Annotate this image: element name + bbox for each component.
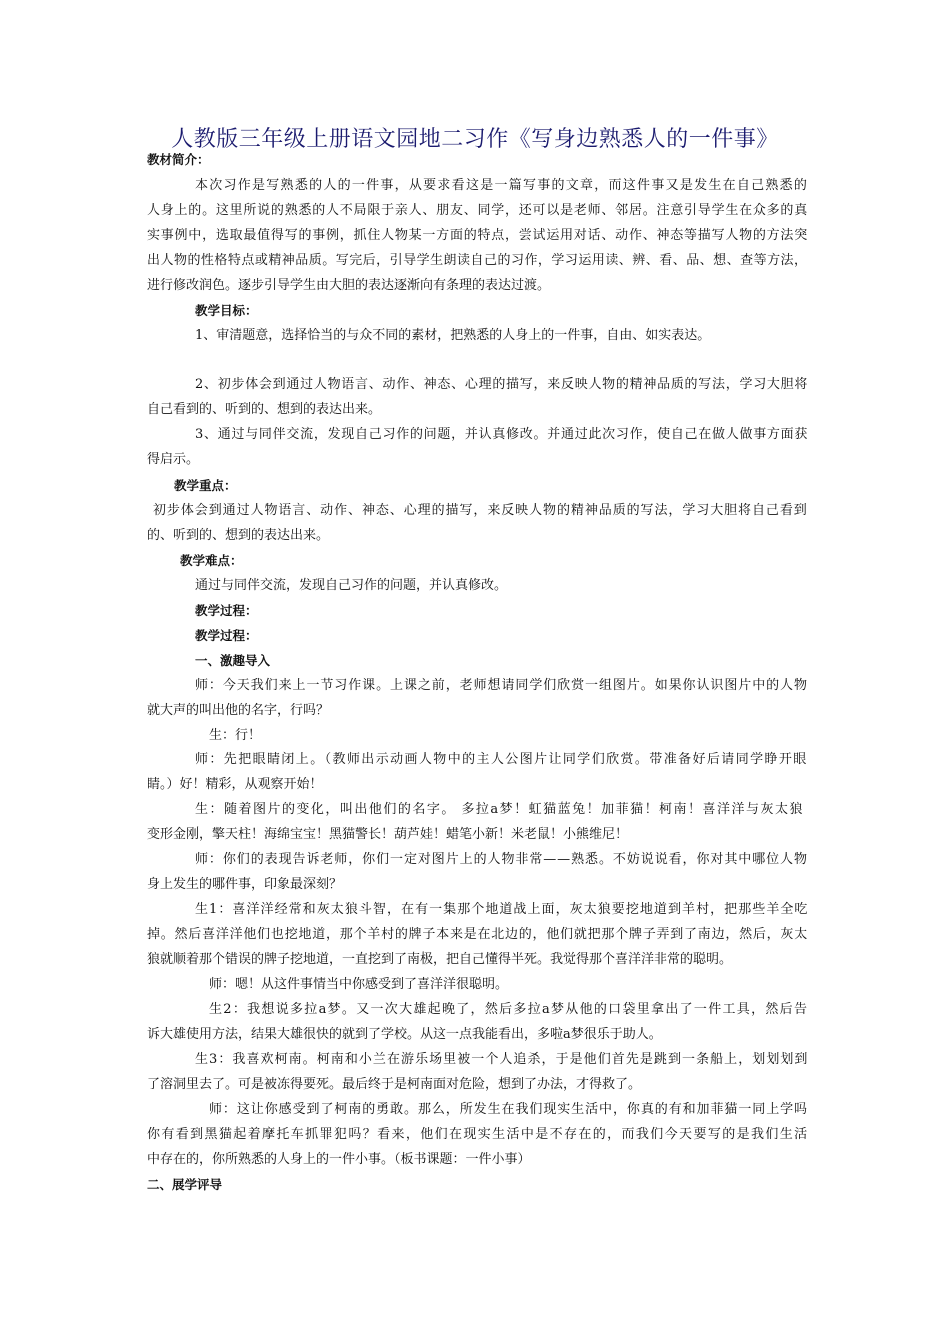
body-text-line: 1、审清题意，选择恰当的与众不同的素材，把熟悉的人身上的一件事，自由、如实表达。 [195, 328, 711, 343]
body-text-line: 狼就顺着那个错误的牌子挖地道，一直挖到了南极，把自己懂得半死。我觉得那个喜洋洋非常的聪明。 [147, 952, 733, 967]
body-text-line: 中存在的，你所熟悉的人身上的一件小事。（板书课题：一件小事） [147, 1152, 531, 1167]
body-text-line: 师：先把眼睛闭上。（教师出示动画人物中的主人公图片让同学们欣赏。带准备好后请同学睁开眼 [195, 752, 808, 767]
body-text-line: 进行修改润色。逐步引导学生由大胆的表达逐渐向有条理的表达过渡。 [147, 278, 551, 293]
section-heading: 教学过程： [195, 628, 258, 643]
body-text-line: 师：这让你感受到了柯南的勇敢。那么，所发生在我们现实生活中，你真的有和加菲猫一同上学吗 [209, 1102, 808, 1117]
body-text-line: 生：随着图片的变化，叫出他们的名字。 多拉a梦！虹猫蓝兔！加菲猫！柯南！喜洋洋与灰太狼 [195, 802, 804, 817]
body-text-line: 就大声的叫出他的名字，行吗？ [147, 703, 330, 718]
body-text-line: 出人物的性格特点或精神品质。写完后，引导学生朗读自己的习作，学习运用读、辨、看、品、想、查等方法， [147, 253, 808, 268]
body-text-line: 得启示。 [147, 452, 200, 467]
body-text-line: 了溶洞里去了。可是被冻得要死。最后终于是柯南面对危险，想到了办法，才得救了。 [147, 1077, 642, 1092]
body-text-line: 自己看到的、听到的、想到的表达出来。 [147, 402, 382, 417]
body-text-line: 本次习作是写熟悉的人的一件事，从要求看这是一篇写事的文章，而这件事又是发生在自己熟悉的 [195, 178, 809, 193]
body-text-line: 生2：我想说多拉a梦。又一次大雄起晚了，然后多拉a梦从他的口袋里拿出了一件工具，然后告 [209, 1002, 809, 1017]
body-text-line: 2、初步体会到通过人物语言、动作、神态、心理的描写，来反映人物的精神品质的写法，学习大胆将 [195, 377, 809, 392]
body-text-line: 初步体会到通过人物语言、动作、神态、心理的描写，来反映人物的精神品质的写法，学习大胆将自己看到 [153, 503, 808, 518]
body-text-line: 睛。）好！精彩，从观察开始！ [147, 777, 323, 792]
body-text-line: 掉。然后喜洋洋他们也挖地道，那个羊村的牌子本来是在北边的，他们就把那个牌子弄到了南边，然后，灰太 [147, 927, 808, 942]
body-text-line: 实事例中，选取最值得写的事例，抓住人物某一方面的特点，尝试运用对话、动作、神态等描写人物的方法突 [147, 228, 808, 243]
body-text-line: 诉大雄使用方法，结果大雄很快的就到了学校。从这一点我能看出，多啦a梦很乐于助人。 [147, 1027, 662, 1042]
body-text-line: 你有看到黑猫起着摩托车抓罪犯吗？看来，他们在现实生活中是不存在的，而我们今天要写的是我们生活 [147, 1127, 809, 1142]
section-heading: 一、激趣导入 [195, 653, 271, 668]
body-text-line: 师：今天我们来上一节习作课。上课之前，老师想请同学们欣赏一组图片。如果你认识图片中的人物 [195, 678, 808, 693]
section-heading: 教材简介： [147, 152, 210, 167]
section-heading: 教学难点： [180, 553, 243, 568]
body-text-line: 的、听到的、想到的表达出来。 [147, 528, 330, 543]
body-text-line: 身上发生的哪件事，印象最深刻？ [147, 877, 343, 892]
body-text-line: 人身上的。这里所说的熟悉的人不局限于亲人、朋友、同学，还可以是老师、邻居。注意引导学生在众多的真 [147, 203, 808, 218]
body-text-line: 师：你们的表现告诉老师，你们一定对图片上的人物非常——熟悉。不妨说说看，你对其中哪位人物 [195, 852, 808, 867]
body-text-line: 生：行！ [209, 728, 262, 743]
section-heading: 教学目标： [195, 303, 258, 318]
body-text-line: 变形金刚，擎天柱！海绵宝宝！黑猫警长！葫芦娃！蜡笔小新！米老鼠！小熊维尼！ [147, 827, 629, 842]
body-text-line: 生3：我喜欢柯南。柯南和小兰在游乐场里被一个人追杀，于是他们首先是跳到一条船上，划划划到 [195, 1052, 809, 1067]
body-text-line: 3、通过与同伴交流，发现自己习作的问题，并认真修改。并通过此次习作，使自己在做人做事方面获 [195, 427, 809, 442]
section-heading: 教学过程： [195, 603, 258, 618]
body-text-line: 师：嗯！从这件事情当中你感受到了喜洋洋很聪明。 [209, 977, 509, 992]
section-heading: 教学重点： [174, 478, 237, 493]
body-text-line: 生1：喜洋洋经常和灰太狼斗智，在有一集那个地道战上面，灰太狼要挖地道到羊村，把那些羊全吃 [195, 902, 809, 917]
body-text-line: 通过与同伴交流，发现自己习作的问题，并认真修改。 [195, 578, 508, 593]
document-title: 人教版三年级上册语文园地二习作《写身边熟悉人的一件事》 [171, 127, 779, 152]
section-heading: 二、展学评导 [147, 1177, 223, 1192]
